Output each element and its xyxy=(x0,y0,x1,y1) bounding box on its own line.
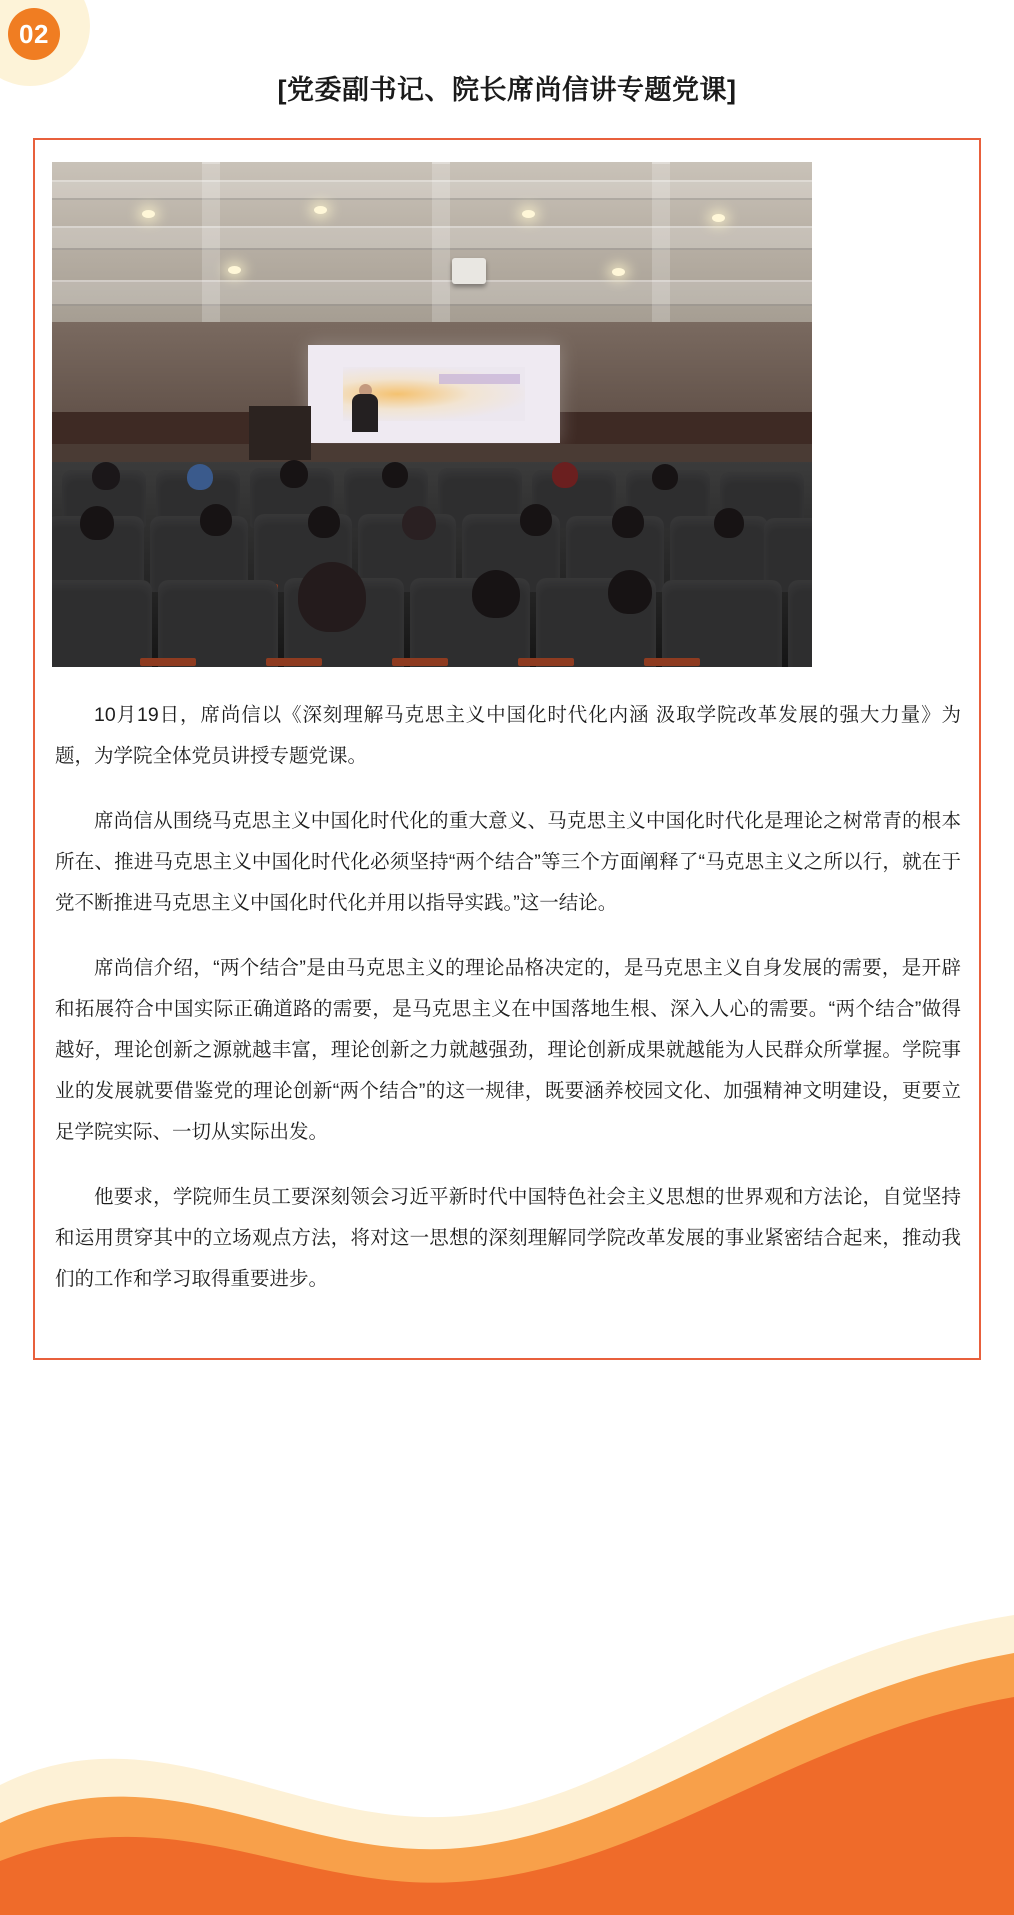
audience-head xyxy=(472,570,520,618)
article-body xyxy=(55,695,961,1300)
ceiling-light-icon xyxy=(612,268,625,276)
armrest xyxy=(644,658,700,666)
armrest xyxy=(518,658,574,666)
audience-head xyxy=(80,506,114,540)
ceiling-beam xyxy=(202,162,220,334)
content-card xyxy=(33,138,981,1360)
page-title: [党委副书记、院长席尚信讲专题党课] xyxy=(277,75,737,105)
audience-head xyxy=(402,506,436,540)
audience-head xyxy=(308,506,340,538)
ribbon-cream xyxy=(0,1615,1014,1915)
audience-head xyxy=(92,462,120,490)
article-paragraph: 他要求，学院师生员工要深刻领会习近平新时代中国特色社会主义思想的世界观和方法论，自觉坚持和运用贯穿其中的立场观点方法，将对这一思想的深刻理解同学院改革发展的事业紧密结合起来，推动我们的工作和学习取得重要进步。 xyxy=(55,1186,961,1290)
ribbon-light xyxy=(0,1653,1014,1915)
ribbon-svg xyxy=(0,1585,1014,1915)
audience-head xyxy=(652,464,678,490)
lecture-photo xyxy=(52,162,812,667)
audience-head xyxy=(552,462,578,488)
audience-head xyxy=(714,508,744,538)
armrest xyxy=(392,658,448,666)
ceiling-light-icon xyxy=(522,210,535,218)
ceiling-beam xyxy=(432,162,450,334)
screen-slide-band xyxy=(439,374,520,384)
article-paragraph: 席尚信介绍，“两个结合”是由马克思主义的理论品格决定的，是马克思主义自身发展的需要，是开辟和拓展符合中国实际正确道路的需要，是马克思主义在中国落地生根、深入人心的需要。“两个结合”做得越好，理论创新之源就越丰富，理论创新之力就越强劲，理论创新成果就越能为人民群众所掌握。学院事业的发展就要借鉴党的理论创新“两个结合”的这一规律，既要涵养校园文化、加强精神文明建设，更要立足学院实际、一切从实际出发。 xyxy=(55,957,961,1143)
ceiling-light-icon xyxy=(228,266,241,274)
ceiling-light-icon xyxy=(314,206,327,214)
audience-head xyxy=(382,462,408,488)
projection-screen xyxy=(308,345,560,443)
audience-head xyxy=(608,570,652,614)
audience-area xyxy=(52,462,812,667)
projector xyxy=(452,258,486,284)
badge-number: 02 xyxy=(8,8,60,60)
footer-ribbon xyxy=(0,1585,1014,1915)
article-paragraph: 席尚信从围绕马克思主义中国化时代化的重大意义、马克思主义中国化时代化是理论之树常青的根本所在、推进马克思主义中国化时代化必须坚持“两个结合”等三个方面阐释了“马克思主义之所以行，就在于党不断推进马克思主义中国化时代化并用以指导实践。”这一结论。 xyxy=(55,810,961,914)
ceiling-light-icon xyxy=(712,214,725,222)
podium xyxy=(249,406,311,460)
seat xyxy=(52,580,152,667)
seat xyxy=(158,580,278,667)
article-paragraph: 10月19日，席尚信以《深刻理解马克思主义中国化时代化内涵 汲取学院改革发展的强大力量》为题，为学院全体党员讲授专题党课。 xyxy=(55,704,961,767)
ceiling-beam xyxy=(652,162,670,334)
armrest xyxy=(140,658,196,666)
armrest xyxy=(266,658,322,666)
audience-head xyxy=(612,506,644,538)
audience-head xyxy=(280,460,308,488)
audience-head xyxy=(187,464,213,490)
speaker-body xyxy=(352,394,378,432)
seat xyxy=(788,580,812,667)
ribbon-dark xyxy=(0,1697,1014,1915)
audience-head xyxy=(520,504,552,536)
audience-head xyxy=(298,562,366,632)
seat xyxy=(662,580,782,667)
ceiling-light-icon xyxy=(142,210,155,218)
audience-head xyxy=(200,504,232,536)
